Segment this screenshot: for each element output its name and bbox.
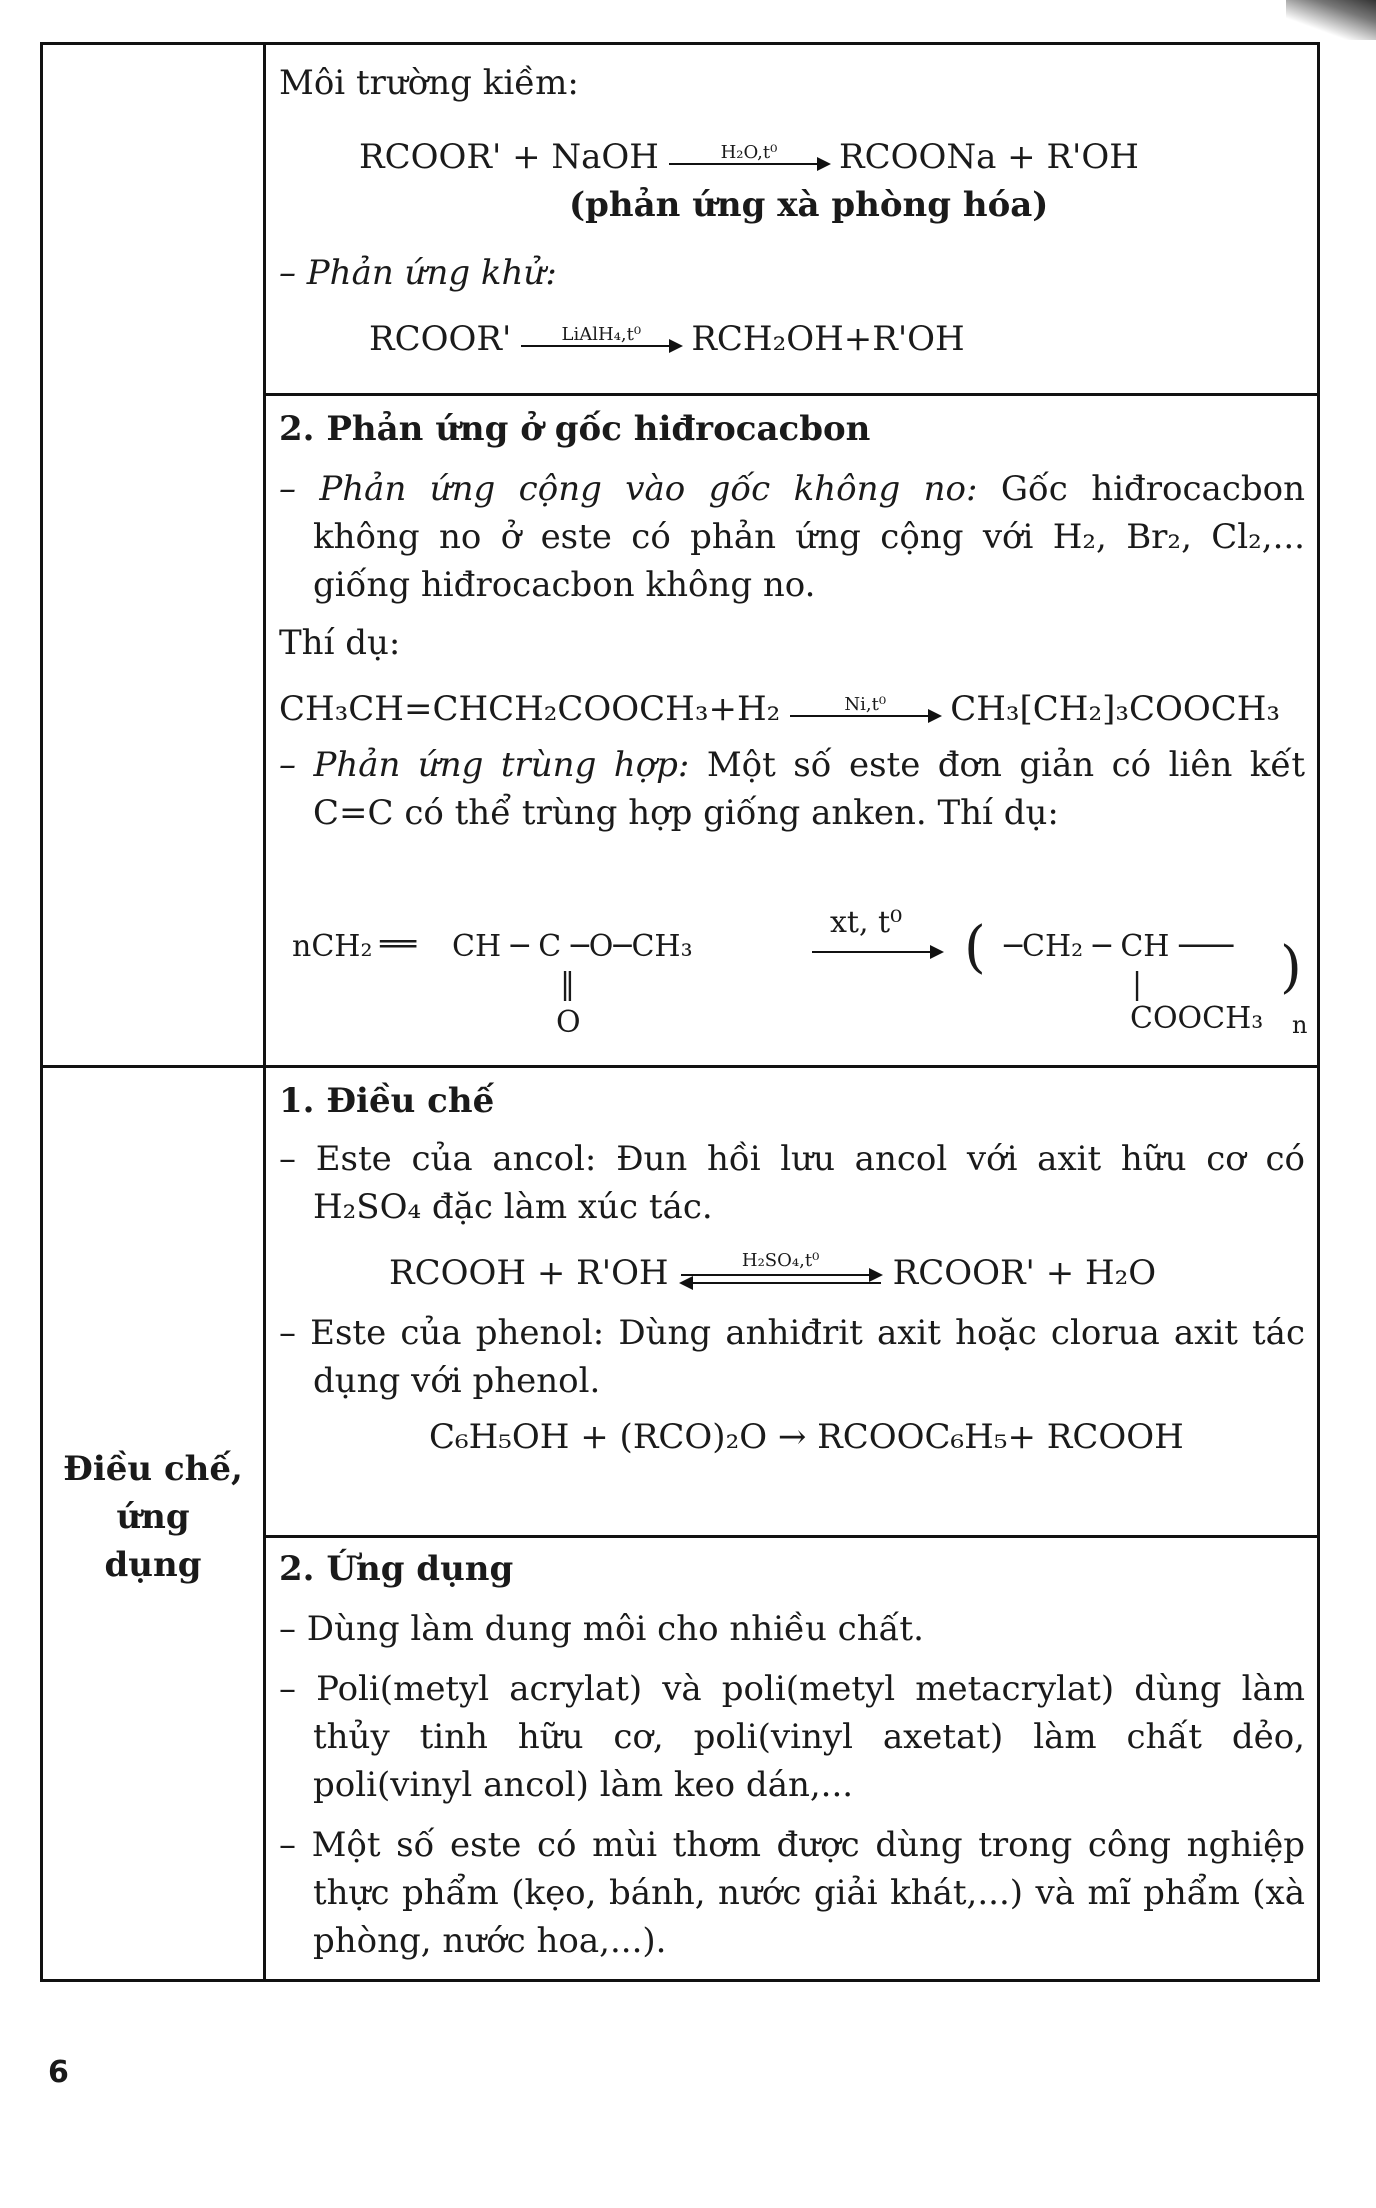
arrow-icon — [669, 163, 829, 165]
branch-bond: | — [1132, 967, 1143, 1002]
preparation-heading: 1. Điều chế — [279, 1081, 495, 1121]
polymer-label: – Phản ứng trùng hợp: — [279, 745, 690, 785]
preparation-content — [279, 1077, 1305, 1461]
reduction-equation — [369, 315, 1305, 363]
saponification-note: (phản ứng xà phòng hóa) — [569, 185, 1049, 225]
saponification-equation — [359, 133, 1305, 181]
saponification-left: RCOOR' + NaOH — [359, 137, 659, 177]
esterification-condition: H₂SO₄,t⁰ — [741, 1250, 820, 1271]
carbonyl-oxygen: O — [556, 1005, 581, 1040]
use-item-1: – Dùng làm dung môi cho nhiều chất. — [279, 1609, 924, 1649]
reduction-arrow — [521, 325, 681, 363]
equilibrium-arrow — [681, 1251, 881, 1287]
alkaline-title: Môi trường kiềm: — [279, 63, 579, 103]
esterification-left: RCOOH + R'OH — [389, 1253, 669, 1293]
monomer-b: CH ─ C ─O─CH₃ — [452, 929, 693, 964]
polymer-close-paren: ) — [1280, 935, 1302, 1000]
monomer-a: nCH₂ — [292, 929, 373, 964]
polymer-text: Một số este đơn giản có liên kết C=C có thể trùng hợp giống anken. Thí dụ: — [313, 745, 1305, 833]
hydrogenation-left: CH₃CH=CHCH₂COOCH₃+H₂ — [279, 689, 781, 729]
addition-label: – Phản ứng cộng vào gốc không no: — [279, 469, 978, 509]
polymerization-scheme — [292, 905, 1308, 1055]
reduction-left: RCOOR' — [369, 319, 512, 359]
row2-content — [279, 405, 1305, 837]
esterification-right: RCOOR' + H₂O — [892, 1253, 1157, 1293]
double-bond: ══ — [380, 927, 417, 962]
reduction-right: RCH₂OH+R'OH — [691, 319, 965, 359]
saponification-right: RCOONa + R'OH — [838, 137, 1139, 177]
use-item-2: – Poli(metyl acrylat) và poli(metyl metacrylat) dùng làm thủy tinh hữu cơ, poli(vinyl axetat) làm chất dẻo, poli(vinyl ancol) làm keo dán,... — [279, 1669, 1305, 1805]
phenol-reaction: C₆H₅OH + (RCO)₂O → RCOOC₆H₅+ RCOOH — [429, 1417, 1184, 1457]
hydrogenation-equation — [279, 685, 1305, 733]
addition-text: Gốc hiđrocacbon không no ở este có phản ứng cộng với H₂, Br₂, Cl₂,... giống hiđrocacbon không no. — [313, 469, 1305, 605]
addition-paragraph — [279, 465, 1305, 609]
reduction-label: – Phản ứng khử: — [279, 253, 557, 293]
hydrogenation-arrow — [790, 695, 940, 733]
arrow-icon — [812, 951, 942, 953]
polymer-paragraph — [279, 741, 1305, 837]
uses-heading: 2. Ứng dụng — [279, 1549, 514, 1589]
row-divider-2 — [43, 1065, 1317, 1068]
forward-arrow-icon — [681, 1274, 881, 1276]
row1-content — [279, 59, 1305, 363]
arrow-icon — [790, 715, 940, 717]
polymer-branch: COOCH₃ — [1130, 1001, 1264, 1036]
page-number: 6 — [48, 2055, 69, 2090]
row-divider-1 — [263, 393, 1317, 396]
phenol-ester-text: – Este của phenol: Dùng anhiđrit axit hoặc clorua axit tác dụng với phenol. — [279, 1313, 1305, 1401]
carbonyl-bond: ‖ — [560, 967, 575, 1002]
row-divider-3 — [263, 1535, 1317, 1538]
use-item-3: – Một số este có mùi thơm được dùng trong công nghiệp thực phẩm (kẹo, bánh, nước giải khát,...) và mĩ phẩm (xà phòng, nước hoa,...). — [279, 1825, 1305, 1961]
saponification-arrow — [669, 143, 829, 181]
esterification-equation — [389, 1249, 1305, 1297]
left-label-line3: dụng — [104, 1545, 202, 1585]
column-divider — [263, 45, 266, 1979]
backward-arrow-icon — [681, 1282, 881, 1284]
hydrogenation-condition: Ni,t⁰ — [844, 694, 887, 715]
polymer-open-paren: ( — [964, 915, 986, 980]
reduction-condition: LiAlH₄,t⁰ — [561, 324, 642, 345]
row2-heading: 2. Phản ứng ở gốc hiđrocacbon — [279, 409, 871, 449]
left-label-line1: Điều chế, — [63, 1449, 243, 1489]
polymer-condition: xt, t⁰ — [830, 905, 903, 940]
row3-left-label — [43, 1445, 263, 1589]
hydrogenation-right: CH₃[CH₂]₃COOCH₃ — [950, 689, 1281, 729]
alcohol-ester-text: – Este của ancol: Đun hồi lưu ancol với axit hữu cơ có H₂SO₄ đặc làm xúc tác. — [279, 1139, 1305, 1227]
polymer-subscript-n: n — [1292, 1011, 1308, 1039]
uses-content — [279, 1545, 1305, 1965]
example-label: Thí dụ: — [279, 623, 401, 663]
page-corner-shadow — [1286, 0, 1376, 40]
left-label-line2: ứng — [116, 1497, 190, 1537]
saponification-condition: H₂O,t⁰ — [720, 142, 778, 163]
polymer-chain: ─CH₂ ─ CH ─── — [1004, 929, 1234, 964]
arrow-icon — [521, 345, 681, 347]
